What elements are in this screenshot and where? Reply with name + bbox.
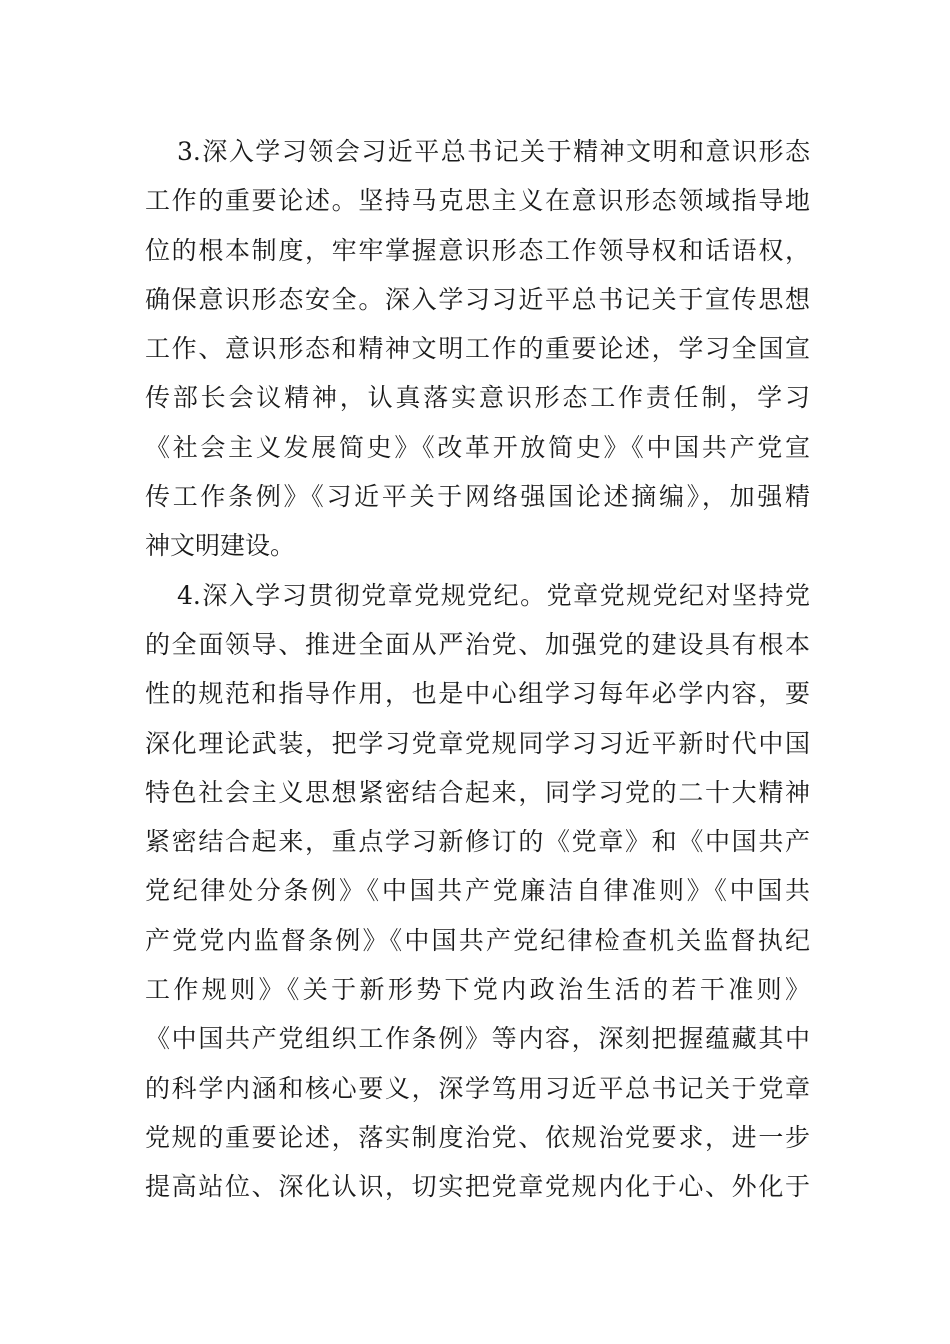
text-line: 传工作条例》《习近平关于网络强国论述摘编》，加强精 xyxy=(145,482,810,512)
text-line: 党规的重要论述，落实制度治党、依规治党要求，进一步 xyxy=(145,1122,810,1152)
text-line: 《中国共产党组织工作条例》等内容，深刻把握蕴藏其中 xyxy=(145,1024,810,1054)
document-page xyxy=(145,127,810,1212)
text-line: 特色社会主义思想紧密结合起来，同学习党的二十大精神 xyxy=(145,777,810,807)
text-line: 工作的重要论述。坚持马克思主义在意识形态领域指导地 xyxy=(145,186,810,216)
text-line: 《社会主义发展简史》《改革开放简史》《中国共产党宣 xyxy=(145,432,810,462)
text-line: 紧密结合起来，重点学习新修订的《党章》和《中国共产 xyxy=(145,827,810,857)
text-line: 的科学内涵和核心要义，深学笃用习近平总书记关于党章 xyxy=(145,1073,810,1103)
text-line: 位的根本制度，牢牢掌握意识形态工作领导权和话语权， xyxy=(145,235,810,265)
text-line: 传部长会议精神，认真落实意识形态工作责任制，学习 xyxy=(145,383,810,413)
text-line: 产党党内监督条例》《中国共产党纪律检查机关监督执纪 xyxy=(145,925,810,955)
text-line: 神文明建设。 xyxy=(145,531,296,561)
text-line: 的全面领导、推进全面从严治党、加强党的建设具有根本 xyxy=(145,629,810,659)
text-line: 工作规则》《关于新形势下党内政治生活的若干准则》 xyxy=(145,975,810,1005)
text-line: 党纪律处分条例》《中国共产党廉洁自律准则》《中国共 xyxy=(145,876,810,906)
paragraph-4 xyxy=(145,571,810,1212)
text-line: 工作、意识形态和精神文明工作的重要论述，学习全国宣 xyxy=(145,334,810,364)
text-line: 提高站位、深化认识，切实把党章党规内化于心、外化于 xyxy=(145,1172,810,1202)
text-line: 4.深入学习贯彻党章党规党纪。党章党规党纪对坚持党 xyxy=(177,580,810,610)
text-line: 性的规范和指导作用，也是中心组学习每年必学内容，要 xyxy=(145,679,810,709)
text-line: 3.深入学习领会习近平总书记关于精神文明和意识形态 xyxy=(177,137,810,166)
paragraph-3 xyxy=(145,127,810,571)
text-line: 确保意识形态安全。深入学习习近平总书记关于宣传思想 xyxy=(145,284,810,314)
text-line: 深化理论武装，把学习党章党规同学习习近平新时代中国 xyxy=(145,728,810,758)
